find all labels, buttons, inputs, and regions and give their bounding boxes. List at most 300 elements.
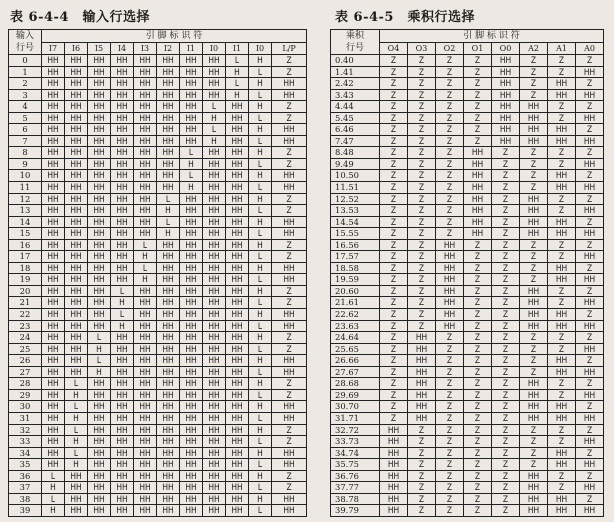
table-row <box>9 332 307 344</box>
table-cell: L <box>88 332 111 344</box>
table-cell: HH <box>180 124 203 136</box>
table-cell: HH <box>157 355 180 367</box>
table-cell: HH <box>111 401 134 413</box>
table-cell: Z <box>436 447 464 459</box>
table2-group-header: 引 脚 标 识 符 <box>380 30 604 43</box>
table-row <box>331 239 604 251</box>
row-number: 21.61 <box>331 297 380 309</box>
table-cell: Z <box>464 459 492 471</box>
table-cell: HH <box>203 66 226 78</box>
table-cell: Z <box>492 470 520 482</box>
table-cell: HH <box>548 124 576 136</box>
table-cell: HH <box>88 505 111 517</box>
table-cell: HH <box>226 332 249 344</box>
table-cell: HH <box>436 239 464 251</box>
table-cell: Z <box>548 66 576 78</box>
table-cell: HH <box>226 205 249 217</box>
table-cell: HH <box>42 401 65 413</box>
table-cell: HH <box>134 389 157 401</box>
table-cell: Z <box>576 355 604 367</box>
table-cell: Z <box>436 505 464 517</box>
row-number: 10.50 <box>331 170 380 182</box>
table-cell: HH <box>88 89 111 101</box>
row-number: 7 <box>9 135 42 147</box>
table-cell: HH <box>88 424 111 436</box>
table2-column-header: O2 <box>436 43 464 55</box>
table-row <box>9 389 307 401</box>
table-cell: HH <box>436 297 464 309</box>
table-cell: HH <box>42 355 65 367</box>
table-cell: Z <box>548 147 576 159</box>
table1-column-header: I1 <box>226 43 249 55</box>
table-cell: H <box>42 482 65 494</box>
table-cell: HH <box>576 412 604 424</box>
table-cell: HH <box>65 205 88 217</box>
table-cell: Z <box>464 320 492 332</box>
table1-column-header: I2 <box>157 43 180 55</box>
table-cell: H <box>249 193 272 205</box>
table-cell: Z <box>408 470 436 482</box>
table-cell: HH <box>272 505 307 517</box>
table-cell: HH <box>520 101 548 113</box>
table-cell: L <box>249 389 272 401</box>
table-cell: Z <box>272 101 307 113</box>
table-cell: HH <box>226 401 249 413</box>
table-cell: Z <box>492 216 520 228</box>
row-number: 0.40 <box>331 55 380 67</box>
table-cell: Z <box>520 332 548 344</box>
row-number: 31 <box>9 412 42 424</box>
table-cell: Z <box>492 401 520 413</box>
table-cell: HH <box>272 493 307 505</box>
table-cell: Z <box>408 55 436 67</box>
table-cell: H <box>134 274 157 286</box>
table-cell: HH <box>65 285 88 297</box>
table-cell: HH <box>576 343 604 355</box>
table-cell: HH <box>272 355 307 367</box>
table-cell: H <box>203 135 226 147</box>
table-cell: Z <box>464 262 492 274</box>
table-cell: Z <box>380 182 408 194</box>
row-number: 3.43 <box>331 89 380 101</box>
table-cell: HH <box>88 147 111 159</box>
table-cell: HH <box>226 239 249 251</box>
table-cell: HH <box>408 343 436 355</box>
table-cell: HH <box>42 459 65 471</box>
table-cell: HH <box>111 251 134 263</box>
table-cell: HH <box>42 285 65 297</box>
table-row <box>331 505 604 517</box>
table-cell: HH <box>88 124 111 136</box>
table-cell: HH <box>88 135 111 147</box>
table-cell: HH <box>111 470 134 482</box>
table-cell: HH <box>157 89 180 101</box>
table-cell: Z <box>436 147 464 159</box>
table-cell: HH <box>65 320 88 332</box>
row-number: 17 <box>9 251 42 263</box>
table-cell: HH <box>548 228 576 240</box>
table-row <box>9 459 307 471</box>
table-cell: HH <box>548 366 576 378</box>
table-cell: HH <box>226 193 249 205</box>
table-cell: L <box>249 158 272 170</box>
table-cell: L <box>226 78 249 90</box>
table-row <box>9 343 307 355</box>
table-cell: HH <box>134 366 157 378</box>
row-number: 24 <box>9 332 42 344</box>
table-cell: Z <box>436 355 464 367</box>
table-row <box>331 320 604 332</box>
table-cell: HH <box>65 239 88 251</box>
table-row <box>331 228 604 240</box>
row-number: 21 <box>9 297 42 309</box>
table-cell: HH <box>42 436 65 448</box>
table-cell: HH <box>65 158 88 170</box>
table-cell: HH <box>88 239 111 251</box>
table-cell: HH <box>88 66 111 78</box>
table2-body <box>331 55 604 517</box>
table-cell: HH <box>203 170 226 182</box>
table-cell: HH <box>42 170 65 182</box>
table-cell: HH <box>111 55 134 67</box>
table-cell: HH <box>226 228 249 240</box>
table-cell: Z <box>576 147 604 159</box>
table-cell: L <box>249 274 272 286</box>
table-cell: HH <box>464 158 492 170</box>
table-cell: H <box>157 205 180 217</box>
table-cell: HH <box>111 389 134 401</box>
table-cell: HH <box>203 459 226 471</box>
table-cell: Z <box>380 147 408 159</box>
table-cell: HH <box>180 505 203 517</box>
table-row <box>9 205 307 217</box>
table-cell: HH <box>436 285 464 297</box>
table-cell: HH <box>226 378 249 390</box>
table-cell: Z <box>576 78 604 90</box>
table-cell: HH <box>576 505 604 517</box>
table-cell: HH <box>272 89 307 101</box>
table-cell: HH <box>157 66 180 78</box>
table-cell: Z <box>380 101 408 113</box>
row-number: 30 <box>9 401 42 413</box>
table-row <box>331 262 604 274</box>
row-number: 32.72 <box>331 424 380 436</box>
table-cell: HH <box>272 170 307 182</box>
table-cell: HH <box>180 482 203 494</box>
table-cell: HH <box>111 239 134 251</box>
table-cell: Z <box>520 355 548 367</box>
row-number: 23.63 <box>331 320 380 332</box>
table-cell: L <box>111 309 134 321</box>
row-number: 8.48 <box>331 147 380 159</box>
table-cell: HH <box>203 389 226 401</box>
table-row <box>9 285 307 297</box>
table-row <box>9 216 307 228</box>
table-cell: HH <box>520 228 548 240</box>
table-cell: Z <box>436 401 464 413</box>
table-cell: L <box>180 147 203 159</box>
table-cell: Z <box>408 493 436 505</box>
table-row <box>331 366 604 378</box>
table-cell: HH <box>157 297 180 309</box>
table-cell: HH <box>272 262 307 274</box>
row-number: 20.60 <box>331 285 380 297</box>
table-cell: HH <box>157 493 180 505</box>
table-cell: L <box>249 205 272 217</box>
table-cell: Z <box>464 124 492 136</box>
table-cell: Z <box>272 147 307 159</box>
row-number: 4.44 <box>331 101 380 113</box>
table-cell: HH <box>134 482 157 494</box>
table-cell: HH <box>180 285 203 297</box>
table-cell: L <box>249 320 272 332</box>
table-cell: HH <box>134 170 157 182</box>
table-cell: HH <box>134 297 157 309</box>
table-cell: HH <box>111 147 134 159</box>
table-row <box>331 101 604 113</box>
table-row <box>9 470 307 482</box>
table-cell: L <box>65 378 88 390</box>
table-cell: HH <box>88 262 111 274</box>
row-number: 20 <box>9 285 42 297</box>
table-cell: Z <box>272 482 307 494</box>
table-cell: HH <box>576 274 604 286</box>
table-cell: HH <box>88 378 111 390</box>
row-number: 36.76 <box>331 470 380 482</box>
table-row <box>331 193 604 205</box>
table2-column-header: O3 <box>408 43 436 55</box>
table-cell: HH <box>88 309 111 321</box>
table-cell: L <box>249 297 272 309</box>
table-cell: L <box>249 412 272 424</box>
table-cell: Z <box>436 228 464 240</box>
table-cell: HH <box>111 158 134 170</box>
table-row <box>9 366 307 378</box>
table-cell: HH <box>492 101 520 113</box>
table-cell: HH <box>134 401 157 413</box>
table-cell: Z <box>576 239 604 251</box>
table-row <box>331 332 604 344</box>
table-cell: HH <box>88 170 111 182</box>
row-number: 34.74 <box>331 447 380 459</box>
table-cell: L <box>249 182 272 194</box>
table-cell: HH <box>157 459 180 471</box>
table-cell: HH <box>272 459 307 471</box>
input-row-select-table <box>8 29 307 517</box>
table-cell: Z <box>576 401 604 413</box>
table-cell: Z <box>548 482 576 494</box>
table-cell: HH <box>134 182 157 194</box>
table-cell: H <box>88 366 111 378</box>
table-cell: HH <box>42 297 65 309</box>
table-cell: Z <box>408 205 436 217</box>
table-cell: Z <box>408 274 436 286</box>
table-cell: Z <box>380 297 408 309</box>
table-cell: Z <box>576 470 604 482</box>
table-cell: HH <box>226 343 249 355</box>
table-cell: HH <box>180 412 203 424</box>
table-cell: Z <box>492 436 520 448</box>
table-cell: Z <box>436 366 464 378</box>
table-cell: HH <box>180 343 203 355</box>
table-cell: HH <box>226 135 249 147</box>
table-cell: H <box>249 378 272 390</box>
table-cell: HH <box>88 459 111 471</box>
table1-column-header: L/P <box>272 43 307 55</box>
table-cell: HH <box>134 193 157 205</box>
table-cell: Z <box>272 251 307 263</box>
row-number: 10 <box>9 170 42 182</box>
table-cell: Z <box>492 459 520 471</box>
table-cell: HH <box>157 262 180 274</box>
table-row <box>331 309 604 321</box>
table-cell: HH <box>88 401 111 413</box>
row-number: 0 <box>9 55 42 67</box>
table-cell: HH <box>111 205 134 217</box>
table-cell: HH <box>548 459 576 471</box>
table-cell: HH <box>576 205 604 217</box>
row-number: 17.57 <box>331 251 380 263</box>
table-row <box>9 262 307 274</box>
table-cell: HH <box>226 320 249 332</box>
table-cell: HH <box>42 135 65 147</box>
table-cell: Z <box>380 170 408 182</box>
table-cell: Z <box>464 274 492 286</box>
table-cell: Z <box>380 228 408 240</box>
table-cell: L <box>249 66 272 78</box>
table-cell: HH <box>520 493 548 505</box>
table-cell: HH <box>42 239 65 251</box>
table-row <box>9 228 307 240</box>
table-cell: HH <box>576 158 604 170</box>
table1-column-header: I6 <box>65 43 88 55</box>
table-cell: Z <box>464 366 492 378</box>
table-cell: Z <box>492 355 520 367</box>
table-cell: HH <box>226 158 249 170</box>
row-number: 28 <box>9 378 42 390</box>
table-cell: HH <box>180 309 203 321</box>
table-cell: HH <box>492 55 520 67</box>
table-row <box>331 470 604 482</box>
row-number: 15 <box>9 228 42 240</box>
table-cell: Z <box>408 147 436 159</box>
table-cell: HH <box>88 482 111 494</box>
table-cell: L <box>249 343 272 355</box>
table-cell: HH <box>203 158 226 170</box>
table-cell: HH <box>203 320 226 332</box>
table-cell: HH <box>157 251 180 263</box>
table-cell: HH <box>65 309 88 321</box>
table-cell: HH <box>180 447 203 459</box>
table-cell: HH <box>548 309 576 321</box>
table-row <box>9 274 307 286</box>
table-cell: Z <box>380 320 408 332</box>
table-cell: HH <box>272 309 307 321</box>
table-cell: HH <box>65 332 88 344</box>
table-cell: HH <box>436 251 464 263</box>
table-row <box>9 320 307 332</box>
table-cell: Z <box>408 309 436 321</box>
table-cell: H <box>249 470 272 482</box>
table-cell: HH <box>42 424 65 436</box>
table-cell: Z <box>464 332 492 344</box>
table-cell: HH <box>88 251 111 263</box>
table-cell: HH <box>180 424 203 436</box>
table-cell: HH <box>42 447 65 459</box>
table-cell: HH <box>576 135 604 147</box>
table-cell: HH <box>88 274 111 286</box>
table-cell: HH <box>42 320 65 332</box>
table-cell: Z <box>436 389 464 401</box>
table-cell: Z <box>520 239 548 251</box>
table1-column-header: I4 <box>111 43 134 55</box>
table-cell: HH <box>203 147 226 159</box>
table-cell: HH <box>134 505 157 517</box>
table2-title: 表 6-4-5 乘积行选择 <box>335 10 475 25</box>
table-cell: Z <box>520 251 548 263</box>
table-row <box>331 436 604 448</box>
table-cell: HH <box>226 355 249 367</box>
product-row-select-table <box>330 29 604 517</box>
table-cell: Z <box>272 436 307 448</box>
table-cell: Z <box>408 297 436 309</box>
table-cell: L <box>65 424 88 436</box>
table-cell: HH <box>492 135 520 147</box>
table-cell: HH <box>111 89 134 101</box>
table-cell: Z <box>492 309 520 321</box>
table-cell: Z <box>576 378 604 390</box>
table-row <box>331 424 604 436</box>
table-row <box>9 124 307 136</box>
table-cell: HH <box>464 170 492 182</box>
table-cell: HH <box>65 182 88 194</box>
table-cell: L <box>249 459 272 471</box>
table-row <box>9 147 307 159</box>
table-cell: HH <box>520 309 548 321</box>
table-cell: HH <box>520 482 548 494</box>
table-cell: Z <box>380 332 408 344</box>
table-cell: HH <box>111 459 134 471</box>
table-row <box>331 147 604 159</box>
table-cell: Z <box>380 239 408 251</box>
table-cell: HH <box>157 182 180 194</box>
table-cell: H <box>180 182 203 194</box>
table-cell: HH <box>203 505 226 517</box>
table-cell: HH <box>272 412 307 424</box>
table-cell: Z <box>436 343 464 355</box>
table-cell: Z <box>464 447 492 459</box>
table-row <box>9 355 307 367</box>
table-cell: HH <box>548 447 576 459</box>
table-cell: HH <box>65 262 88 274</box>
table-cell: HH <box>134 89 157 101</box>
table-cell: Z <box>408 482 436 494</box>
row-number: 9.49 <box>331 158 380 170</box>
table-cell: HH <box>203 401 226 413</box>
table-row <box>9 436 307 448</box>
table-cell: HH <box>576 251 604 263</box>
table-cell: HH <box>88 412 111 424</box>
table-cell: Z <box>436 378 464 390</box>
table-cell: HH <box>134 424 157 436</box>
table-row <box>331 459 604 471</box>
table-row <box>9 101 307 113</box>
table-cell: Z <box>408 158 436 170</box>
table-cell: Z <box>520 66 548 78</box>
table-cell: HH <box>520 297 548 309</box>
table-cell: Z <box>380 262 408 274</box>
table-cell: HH <box>548 505 576 517</box>
